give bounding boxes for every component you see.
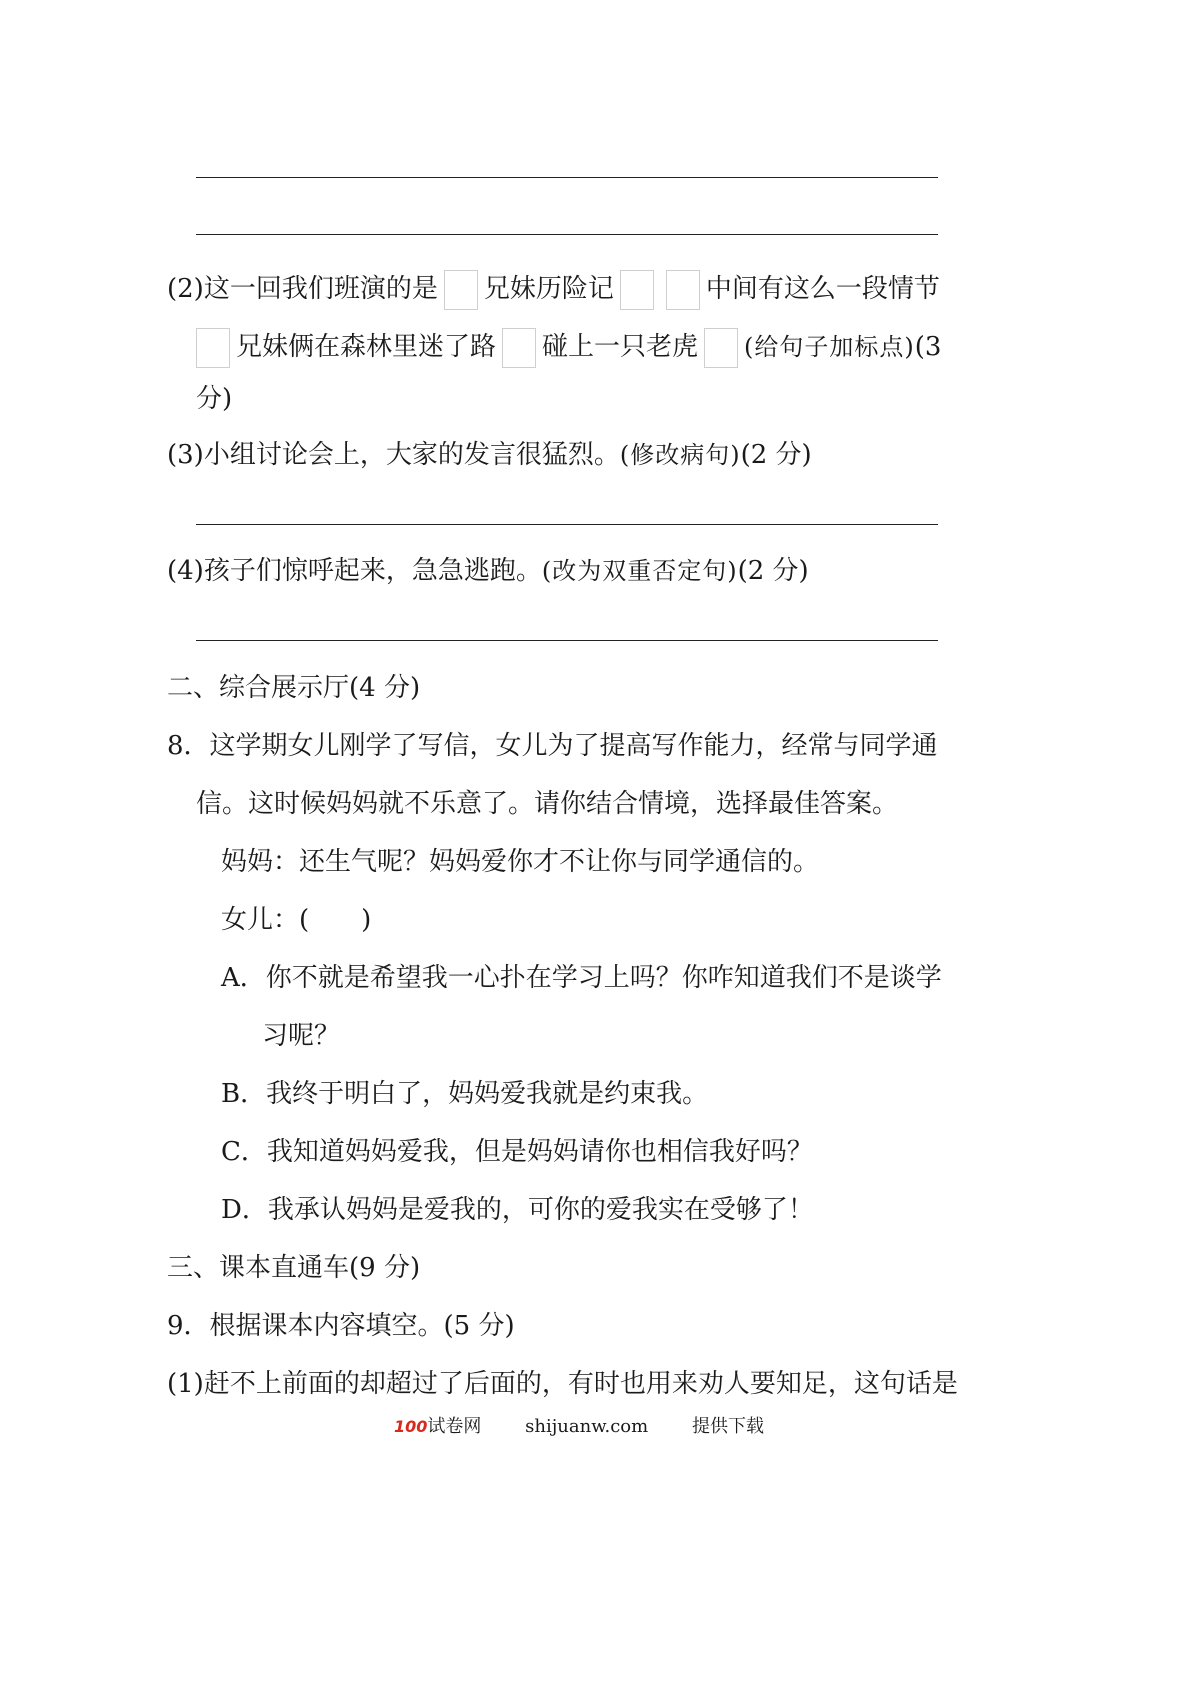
q7-3 bbox=[167, 438, 812, 472]
q7-2-score-a: (3 bbox=[914, 332, 942, 362]
punctuation-box[interactable] bbox=[502, 328, 536, 368]
q7-2-text-c: 中间有这么一段情节 bbox=[705, 274, 940, 304]
q8-stem-line2: 信。这时候妈妈就不乐意了。请你结合情境，选择最佳答案。 bbox=[196, 789, 899, 819]
q8-option-a[interactable]: A．你不就是希望我一心扑在学习上吗？你咋知道我们不是谈学 bbox=[221, 963, 942, 993]
q7-3-score: (2 分) bbox=[740, 440, 812, 470]
footer-logo: 100 bbox=[394, 1417, 428, 1436]
q7-4-instruction: (改为双重否定句) bbox=[541, 557, 738, 585]
q7-4-text: (4)孩子们惊呼起来，急急逃跑。 bbox=[167, 556, 542, 586]
section-3-title: 三、课本直通车(9 分) bbox=[167, 1253, 421, 1283]
q7-3-instruction: (修改病句) bbox=[619, 441, 741, 469]
answer-line[interactable] bbox=[196, 640, 938, 641]
q8-option-a-cont: 习呢？ bbox=[262, 1021, 341, 1051]
q9-stem: 9．根据课本内容填空。(5 分) bbox=[167, 1311, 515, 1341]
punctuation-box[interactable] bbox=[620, 270, 654, 310]
q8-option-c[interactable]: C．我知道妈妈爱我，但是妈妈请你也相信我好吗？ bbox=[221, 1137, 813, 1167]
punctuation-box[interactable] bbox=[666, 270, 700, 310]
punctuation-box[interactable] bbox=[444, 270, 478, 310]
q7-3-text: (3)小组讨论会上，大家的发言很猛烈。 bbox=[167, 440, 620, 470]
q8-option-b[interactable]: B．我终于明白了，妈妈爱我就是约束我。 bbox=[221, 1079, 709, 1109]
footer-site[interactable]: shijuanw.com bbox=[525, 1416, 649, 1437]
footer bbox=[394, 1412, 764, 1438]
q8-stem-line1: 8．这学期女儿刚学了写信，女儿为了提高写作能力，经常与同学通 bbox=[167, 731, 938, 761]
q8-option-d[interactable]: D．我承认妈妈是爱我的，可你的爱我实在受够了！ bbox=[221, 1195, 814, 1225]
q9-part1: (1)赶不上前面的却超过了后面的，有时也用来劝人要知足，这句话是 bbox=[167, 1369, 958, 1399]
q7-4 bbox=[167, 554, 809, 588]
section-2-title: 二、综合展示厅(4 分) bbox=[167, 673, 421, 703]
footer-provide: 提供下载 bbox=[691, 1416, 764, 1437]
q7-2-text-a: (2)这一回我们班演的是 bbox=[167, 274, 438, 304]
answer-line[interactable] bbox=[196, 177, 938, 178]
answer-line[interactable] bbox=[196, 524, 938, 525]
q7-4-score: (2 分) bbox=[737, 556, 809, 586]
q7-2-line2 bbox=[190, 328, 941, 368]
q7-2-instruction: (给句子加标点) bbox=[744, 333, 915, 361]
q8-mom-line: 妈妈：还生气呢？妈妈爱你才不让你与同学通信的。 bbox=[221, 847, 820, 877]
q7-2-line1 bbox=[167, 270, 940, 310]
q8-daughter-line[interactable]: 女儿：( ) bbox=[221, 905, 372, 935]
q7-2-text-e: 碰上一只老虎 bbox=[542, 332, 699, 362]
punctuation-box[interactable] bbox=[196, 328, 230, 368]
punctuation-box[interactable] bbox=[704, 328, 738, 368]
footer-logo-text: 试卷网 bbox=[427, 1416, 482, 1437]
q7-2-line3: 分) bbox=[196, 384, 233, 414]
q7-2-text-b: 兄妹历险记 bbox=[483, 274, 614, 304]
q7-2-text-d: 兄妹俩在森林里迷了路 bbox=[236, 332, 497, 362]
answer-line[interactable] bbox=[196, 234, 938, 235]
